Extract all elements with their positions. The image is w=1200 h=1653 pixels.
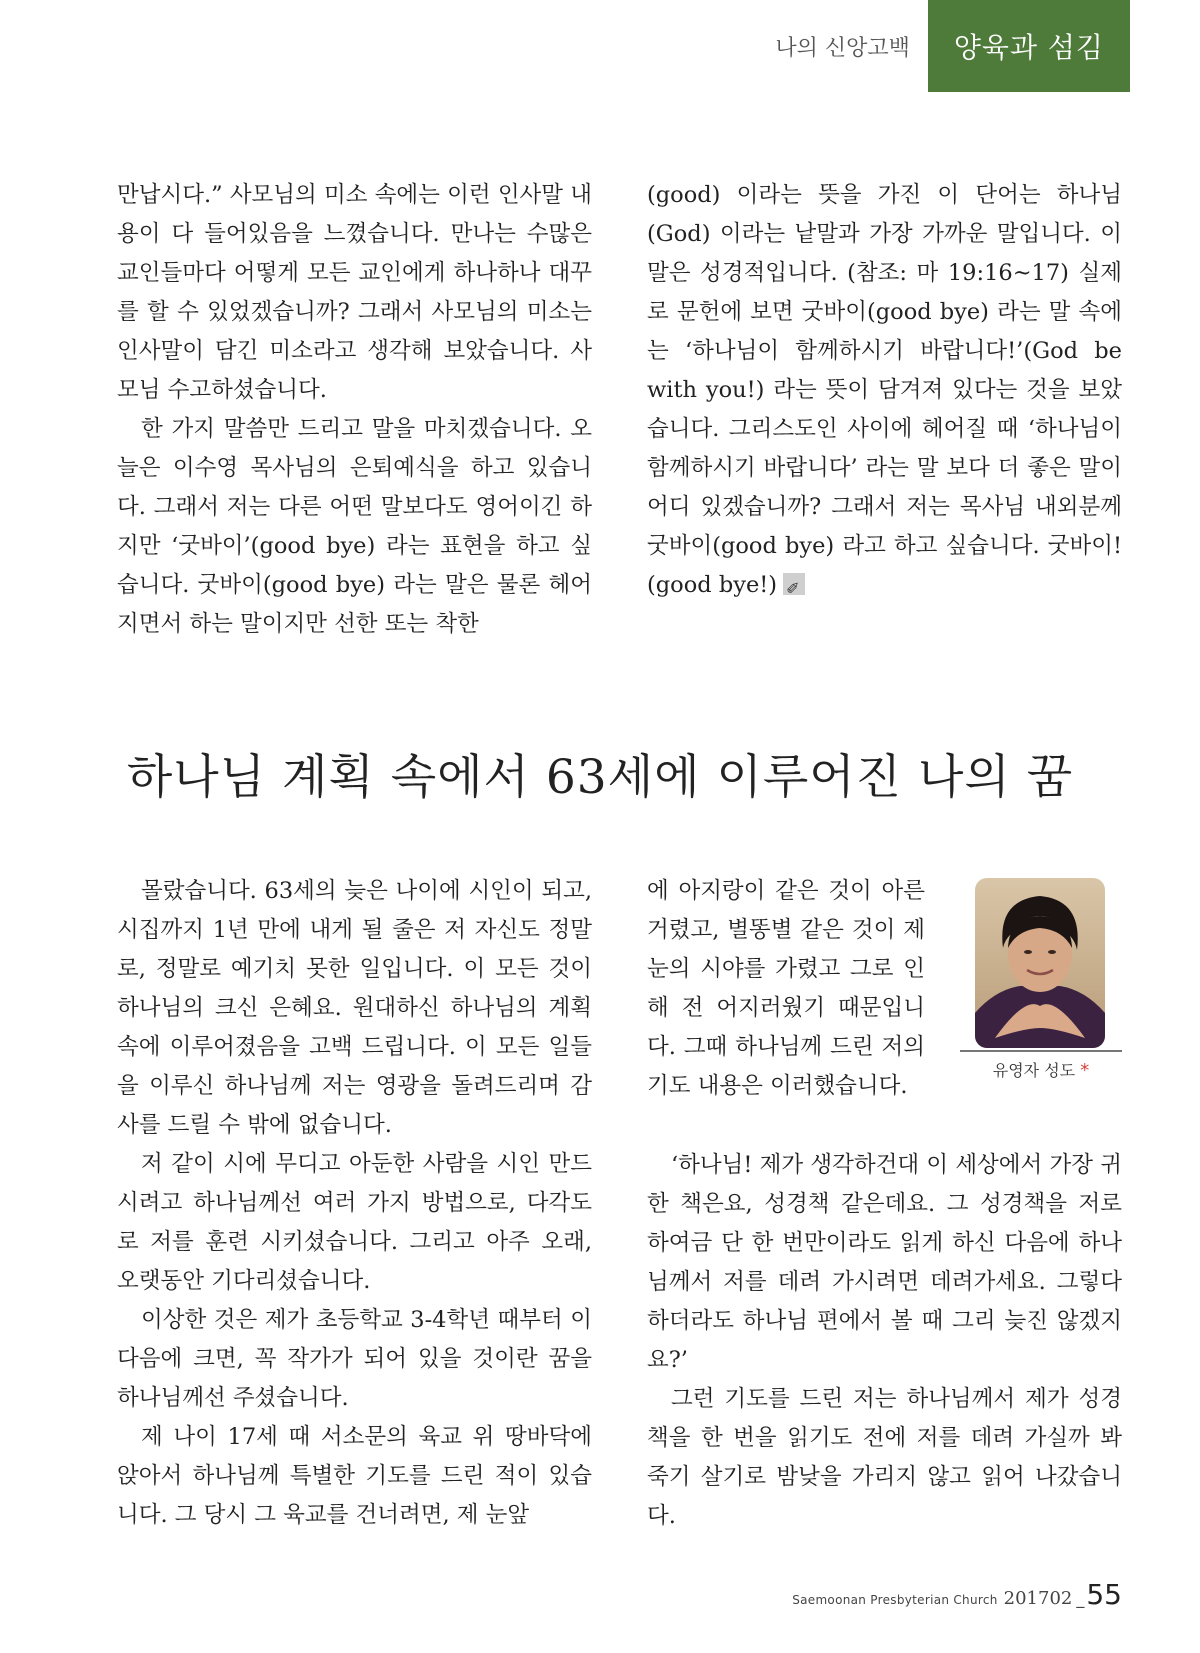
- church-name: Saemoonan Presbyterian Church: [792, 1593, 998, 1607]
- paragraph: [647, 176, 1122, 605]
- footer-separator: _: [1076, 1589, 1085, 1608]
- author-portrait-image: [975, 878, 1105, 1048]
- issue-number: 201702: [1003, 1588, 1073, 1609]
- paragraph: 그런 기도를 드린 저는 하나님께서 제가 성경책을 한 번을 읽기도 전에 저를 데려 가실까 봐 죽기 살기로 밤낮을 가리지 않고 읽어 나갔습니다.: [647, 1386, 1122, 1529]
- article2-title: 하나님 계획 속에서 63세에 이루어진 나의 꿈: [126, 750, 1074, 805]
- paragraph: 저 같이 시에 무디고 아둔한 사람을 시인 만드시려고 하나님께선 여러 가지 방법으로, 다각도로 저를 훈련 시키셨습니다. 그리고 아주 오래, 오랫동안 기다리셨습니다.: [117, 1151, 592, 1294]
- author-photo: [975, 878, 1105, 1048]
- section-tag: 양육과 섬김: [928, 0, 1130, 92]
- section-name: 나의 신앙고백: [775, 35, 910, 61]
- paragraph: ‘하나님! 제가 생각하건대 이 세상에서 가장 귀한 책은요, 성경책 같은데요. 그 성경책을 저로 하여금 단 한 번만이라도 읽게 하신 다음에 하나님께서 저를 데려 가시려면 데려가세요. 그렇다 하더라도 하나님 편에서 볼 때 그리 늦진 않겠지요?’: [647, 1152, 1122, 1373]
- page-header: [775, 0, 1130, 92]
- paragraph: 몰랐습니다. 63세의 늦은 나이에 시인이 되고, 시집까지 1년 만에 내게 될 줄은 저 자신도 정말로, 정말로 예기치 못한 일입니다. 이 모든 것이 하나님의 크신 은혜요. 원대하신 하나님의 계획 속에 이루어졌음을 고백 드립니다. 이 모든 일들을 이루신 하나님께 저는 영광을 돌려드리며 감사를 드릴 수 밖에 없습니다.: [117, 878, 592, 1138]
- article2-right-column-top: [647, 872, 925, 1106]
- end-mark-icon: [783, 573, 805, 595]
- caption-name: 유영자 성도: [992, 1061, 1076, 1080]
- article2-right-column-bottom: [647, 1146, 1122, 1536]
- article1-right-column: [647, 176, 1122, 605]
- paragraph-text: (good) 이라는 뜻을 가진 이 단어는 하나님(God) 이라는 낱말과 가장 가까운 말입니다. 이 말은 성경적입니다. (참조: 마 19:16~17) 실제로 문헌에 보면 굿바이(good bye) 라는 말 속에는 ‘하나님이 함께하시기 바랍니다!’(God be with you!) 라는 뜻이 담겨져 있다는 것을 보았습니다. 그리스도인 사이에 헤어질 때 ‘하나님이 함께하시기 바랍니다’ 라는 말 보다 더 좋은 말이 어디 있겠습니까? 그래서 저는 목사님 내외분께 굿바이(good bye) 라고 하고 싶습니다. 굿바이!(good bye!): [647, 182, 1122, 598]
- page-number: 55: [1086, 1578, 1122, 1611]
- photo-caption: [960, 1058, 1122, 1081]
- paragraph: 에 아지랑이 같은 것이 아른거렸고, 별똥별 같은 것이 제 눈의 시야를 가렸고 그로 인해 전 어지러웠기 때문입니다. 그때 하나님께 드린 저의 기도 내용은 이러했습니다.: [647, 878, 925, 1099]
- caption-rule: [960, 1050, 1122, 1052]
- page-footer: [792, 1578, 1122, 1611]
- caption-asterisk-icon: *: [1080, 1060, 1090, 1081]
- article2-left-column: [117, 872, 592, 1535]
- paragraph: 만납시다.” 사모님의 미소 속에는 이런 인사말 내용이 다 들어있음을 느꼈습니다. 만나는 수많은 교인들마다 어떻게 모든 교인에게 하나하나 대꾸를 할 수 있었겠습니까? 그래서 사모님의 미소는 인사말이 담긴 미소라고 생각해 보았습니다. 사모님 수고하셨습니다.: [117, 182, 592, 403]
- paragraph: 제 나이 17세 때 서소문의 육교 위 땅바닥에 앉아서 하나님께 특별한 기도를 드린 적이 있습니다. 그 당시 그 육교를 건너려면, 제 눈앞: [117, 1424, 592, 1528]
- paragraph: 이상한 것은 제가 초등학교 3-4학년 때부터 이 다음에 크면, 꼭 작가가 되어 있을 것이란 꿈을 하나님께선 주셨습니다.: [117, 1307, 592, 1411]
- paragraph: 한 가지 말씀만 드리고 말을 마치겠습니다. 오늘은 이수영 목사님의 은퇴예식을 하고 있습니다. 그래서 저는 다른 어떤 말보다도 영어이긴 하지만 ‘굿바이’(good bye) 라는 표현을 하고 싶습니다. 굿바이(good bye) 라는 말은 물론 헤어지면서 하는 말이지만 선한 또는 착한: [117, 416, 592, 637]
- article1-left-column: [117, 176, 592, 644]
